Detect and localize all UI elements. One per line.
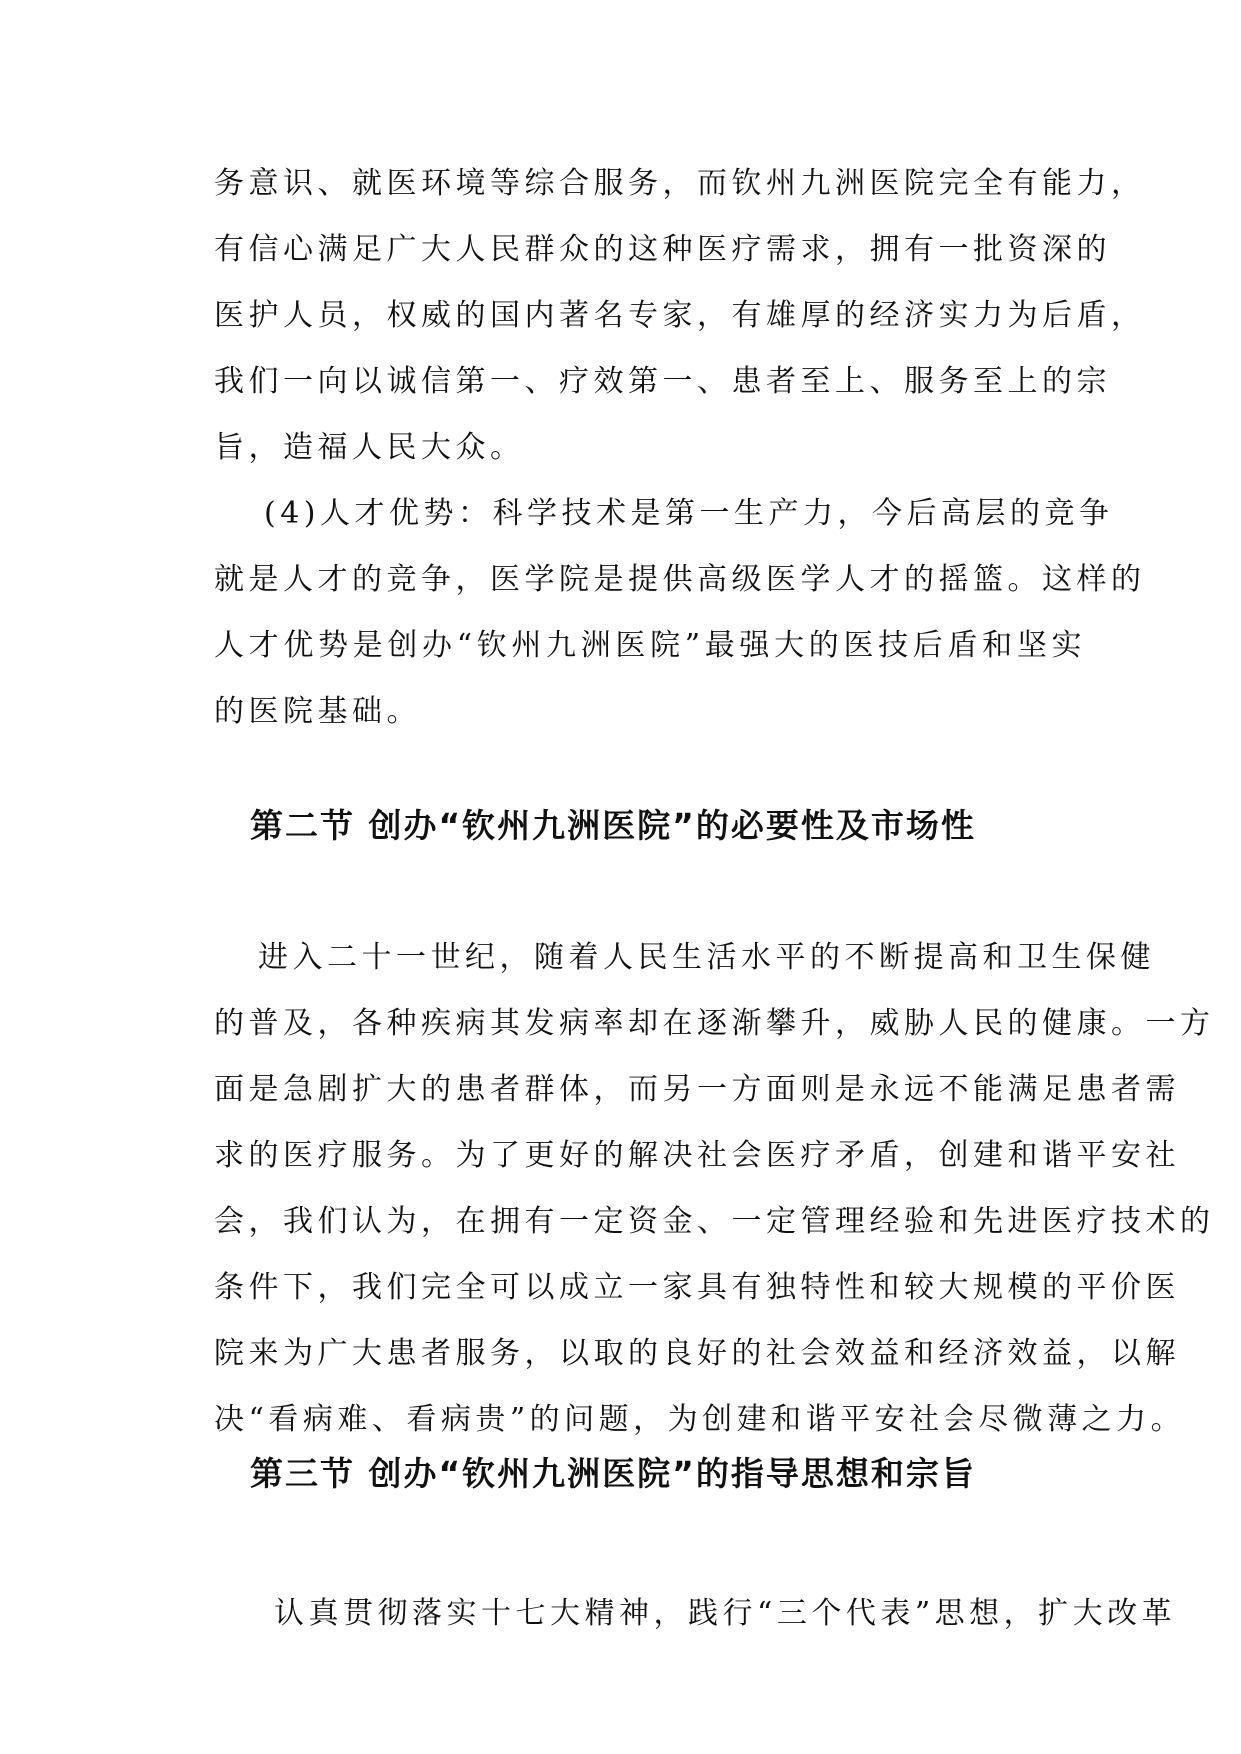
paragraph-line: 面是急剧扩大的患者群体，而另一方面则是永远不能满足患者需 <box>214 1072 1180 1107</box>
paragraph-line: 求的医疗服务。为了更好的解决社会医疗矛盾，创建和谐平安社 <box>214 1138 1180 1173</box>
paragraph-line: 我们一向以诚信第一、疗效第一、患者至上、服务至上的宗 <box>214 364 1111 399</box>
paragraph-line: 条件下，我们完全可以成立一家具有独特性和较大规模的平价医 <box>214 1270 1180 1305</box>
paragraph-line: 认真贯彻落实十七大精神，践行“三个代表”思想，扩大改革 <box>274 1596 1177 1631</box>
paragraph-line: 医护人员，权威的国内著名专家，有雄厚的经济实力为后盾， <box>214 298 1146 333</box>
section-heading: 第二节 创办“钦州九洲医院”的必要性及市场性 <box>250 806 976 845</box>
section-heading: 第三节 创办“钦州九洲医院”的指导思想和宗旨 <box>250 1454 976 1493</box>
paragraph-line: 进入二十一世纪，随着人民生活水平的不断提高和卫生保健 <box>258 940 1155 975</box>
paragraph-line: 旨，造福人民大众。 <box>214 430 525 465</box>
paragraph-line: 就是人才的竞争，医学院是提供高级医学人才的摇篮。这样的 <box>214 562 1146 597</box>
paragraph-line: 务意识、就医环境等综合服务，而钦州九洲医院完全有能力， <box>214 166 1146 201</box>
paragraph-line: 决“看病难、看病贵”的问题，为创建和谐平安社会尽微薄之力。 <box>214 1402 1186 1437</box>
paragraph-line: (4)人才优势：科学技术是第一生产力，今后高层的竞争 <box>264 496 1114 531</box>
paragraph-line: 院来为广大患者服务，以取的良好的社会效益和经济效益，以解 <box>214 1336 1180 1371</box>
paragraph-line: 的普及，各种疾病其发病率却在逐渐攀升，威胁人民的健康。一方 <box>214 1006 1215 1041</box>
paragraph-line: 的医院基础。 <box>214 694 421 729</box>
paragraph-line: 会，我们认为，在拥有一定资金、一定管理经验和先进医疗技术的 <box>214 1204 1215 1239</box>
paragraph-line: 人才优势是创办“钦州九洲医院”最强大的医技后盾和坚实 <box>214 628 1086 663</box>
paragraph-line: 有信心满足广大人民群众的这种医疗需求，拥有一批资深的 <box>214 232 1111 267</box>
